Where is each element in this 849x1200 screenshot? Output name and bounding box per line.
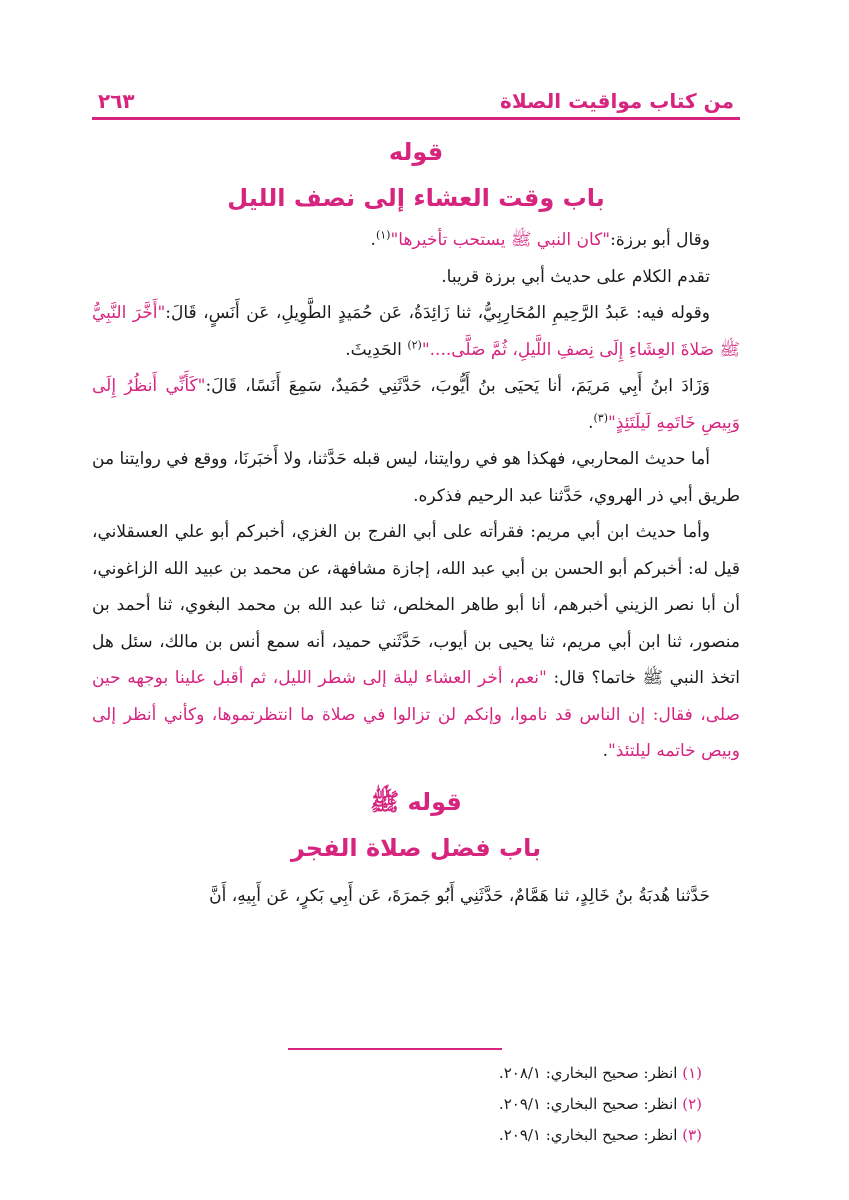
paragraph-abu-barza bbox=[92, 222, 740, 259]
footnote-reference[interactable]: (٢) bbox=[407, 337, 422, 351]
section-heading-qawluh: قوله bbox=[388, 138, 444, 166]
chapter-title-2: باب فضل صلاة الفجر bbox=[290, 833, 542, 862]
footnote-text: انظر: صحيح البخاري: ٢٠٩/١. bbox=[498, 1095, 683, 1113]
paragraph-text: . bbox=[602, 741, 608, 761]
paragraph-text: وقال أبو برزة: bbox=[610, 230, 710, 250]
paragraph-taqaddam: تقدم الكلام على حديث أبي برزة قريبا. bbox=[441, 266, 710, 287]
footnote-1 bbox=[92, 1058, 702, 1089]
paragraph-muharibi-riwaya: أما حديث المحاربي، فهكذا هو في روايتنا، ليس قبله حَدَّثنا، ولا أَخبَرنَا، ووقع في روايتنا من طريق أبي ذر الهروي، حَدَّثنا عبد الرحيم فذكره. bbox=[92, 449, 740, 506]
paragraph-text: الحَدِيثَ. bbox=[345, 339, 408, 360]
hadith-quote: "أَخَّرَ النَّبِيُّ ﷺ صَلاةَ العِشَاءِ إِلَى نِصفِ اللَّيلِ، ثُمَّ صَلَّى...." bbox=[92, 303, 740, 360]
chapter-title: باب وقت العشاء إلى نصف الليل bbox=[227, 184, 605, 212]
footnote-number: (١) bbox=[682, 1064, 702, 1082]
footnote-number: (٢) bbox=[682, 1095, 702, 1113]
hadith-quote: "كان النبي ﷺ يستحب تأخيرها" bbox=[390, 230, 611, 250]
paragraph-muharibi-chain bbox=[92, 295, 740, 368]
running-header bbox=[92, 80, 740, 120]
footnote-text: انظر: صحيح البخاري: ٢٠٩/١. bbox=[498, 1126, 683, 1144]
paragraph-ibn-abi-maryam bbox=[92, 368, 740, 441]
page-number: ٢٦٣ bbox=[98, 89, 135, 113]
running-title: من كتاب مواقيت الصلاة bbox=[500, 89, 734, 113]
paragraph-text: وأما حديث ابن أبي مريم: فقرأته على أبي الفرج بن الغزي، أخبركم أبو علي العسقلاني، قيل له: أخبركم أبو الحسن بن أبي عبد الله، إجازة مشافهة، عن محمد بن عبيد الله الزاغوني، أن أبا نصر الزيني أخبرهم، أنا أبو طاهر المخلص، ثنا عبد الله بن محمد البغوي، ثنا أحمد بن منصور، ثنا ابن أبي مريم، ثنا يحيى بن أيوب، حَدَّثَني حميد، أنه سمع أنس بن مالك، سئل هل اتخذ النبي ﷺ خاتما؟ قال: bbox=[92, 522, 740, 688]
footnote-3 bbox=[92, 1120, 702, 1151]
footnotes bbox=[92, 1058, 702, 1151]
book-page bbox=[92, 80, 740, 914]
paragraph-hudba: حَدَّثنا هُدبَةُ بنُ خَالِدٍ، ثنا هَمَّامٌ، حَدَّثَنِي أَبُو جَمرَةَ، عَن أَبِي بَكرٍ، عَن أَبِيهِ، أَنَّ bbox=[209, 885, 710, 906]
paragraph-text: . bbox=[370, 230, 376, 250]
footnote-2 bbox=[92, 1089, 702, 1120]
footnote-reference[interactable]: (١) bbox=[375, 228, 391, 242]
footnote-number: (٣) bbox=[682, 1126, 702, 1144]
paragraph-text: . bbox=[588, 412, 594, 433]
section-heading-qawluh-2: قوله ﷺ bbox=[370, 787, 462, 816]
hadith-quote: "كَأَنِّي أَنظُرُ إِلَى وَبِيصِ خَاتَمِهِ لَيلَتَئِذٍ" bbox=[92, 376, 740, 433]
hadith-quote: "نعم، أخر العشاء ليلة إلى شطر الليل، ثم أقبل علينا بوجهه حين صلى، فقال: إن الناس قد ناموا، وإنكم لن تزالوا في صلاة ما انتظرتموها، وكأني أنظر إلى وبيص خاتمه ليلتئذ" bbox=[92, 668, 740, 761]
footnote-reference[interactable]: (٣) bbox=[593, 410, 608, 424]
paragraph-text: وقوله فيه: عَبدُ الرَّحِيمِ المُحَارِبِيُّ، ثنا زَائِدَةُ، عَن حُمَيدٍ الطَّوِيلِ، عَن أَنَسٍ، قَالَ: bbox=[165, 303, 710, 323]
paragraph-isnad-chain bbox=[92, 514, 740, 770]
footnote-text: انظر: صحيح البخاري: ٢٠٨/١. bbox=[498, 1064, 683, 1082]
paragraph-text: وَزَادَ ابنُ أَبِي مَريَمَ، أنا يَحيَى بنُ أَيُّوبَ، حَدَّثَنِي حُمَيدٌ، سَمِعَ أَنَسًا، قَالَ: bbox=[205, 376, 710, 396]
footnote-separator bbox=[288, 1048, 502, 1050]
